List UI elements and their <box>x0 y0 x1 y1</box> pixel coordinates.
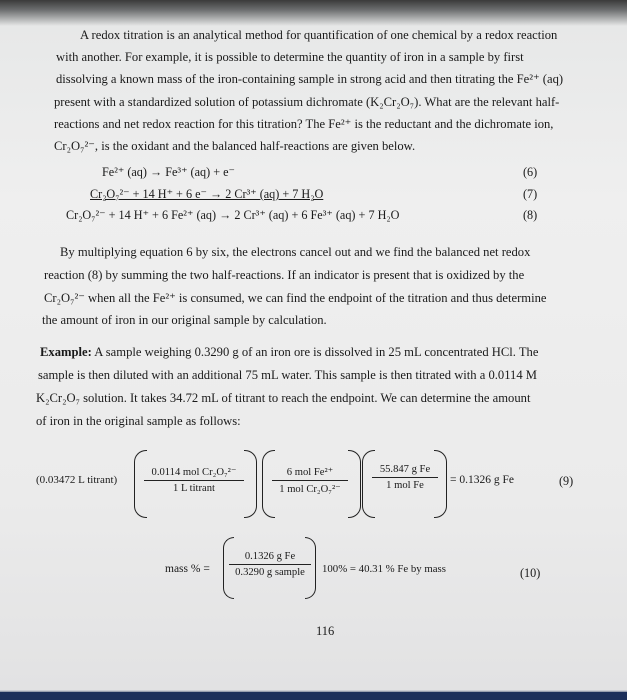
calc10-denominator: 0.3290 g sample <box>235 567 305 578</box>
calc9-f2-denominator: 1 mol Cr₂O₇²⁻ <box>279 484 341 495</box>
calc10-result: 100% = 40.31 % Fe by mass <box>322 563 446 575</box>
para2-line-1: By multiplying equation 6 by six, the electrons cancel out and we find the balanced net redox <box>60 245 531 259</box>
intro-line-5: reactions and net redox reaction for this titration? The Fe²⁺ is the reductant and the dichromate ion, <box>54 117 554 131</box>
calc9-f3-numerator: 55.847 g Fe <box>372 464 438 478</box>
calc9-paren-right-3 <box>434 450 447 518</box>
calc9-paren-right-2 <box>348 450 361 518</box>
equation-6-number: (6) <box>523 165 538 179</box>
intro-line-1: A redox titration is an analytical method for quantification of one chemical by a redox reaction <box>80 28 558 42</box>
para2-line-4: the amount of iron in our original sample by calculation. <box>42 313 327 327</box>
example-label: Example: <box>40 345 92 359</box>
calc9-fraction-2 <box>272 466 348 495</box>
calc9-f1-denominator: 1 L titrant <box>173 483 215 494</box>
intro-line-6: Cr₂O₇²⁻, is the oxidant and the balanced half-reactions are given below. <box>54 139 416 153</box>
equation-6: Fe²⁺ (aq) → Fe³⁺ (aq) + e⁻ <box>102 165 235 179</box>
example-text-1: A sample weighing 0.3290 g of an iron ore is dissolved in 25 mL concentrated HCl. The <box>91 345 539 359</box>
calc10-equation-number: (10) <box>520 566 541 580</box>
calc9-f3-denominator: 1 mol Fe <box>386 480 424 491</box>
calc9-fraction-1 <box>144 466 244 494</box>
page-number: 116 <box>316 624 335 638</box>
calc9-f1-numerator: 0.0114 mol Cr₂O₇²⁻ <box>144 466 244 481</box>
intro-line-2: with another. For example, it is possible to determine the quantity of iron in a sample by first <box>56 50 524 64</box>
example-line-3: K₂Cr₂O₇ solution. It takes 34.72 mL of titrant to reach the endpoint. We can determine the amount <box>36 391 531 405</box>
equation-8: Cr₂O₇²⁻ + 14 H⁺ + 6 Fe²⁺ (aq) → 2 Cr³⁺ (aq) + 6 Fe³⁺ (aq) + 7 H₂O <box>66 208 400 222</box>
equation-7-number: (7) <box>523 187 538 201</box>
calc9-lead: (0.03472 L titrant) <box>36 474 118 486</box>
example-line-4: of iron in the original sample as follows: <box>36 414 241 428</box>
calc9-result: = 0.1326 g Fe <box>450 474 514 486</box>
calc10-paren-right <box>305 537 316 599</box>
calc9-fraction-3 <box>372 464 438 491</box>
intro-line-3: dissolving a known mass of the iron-containing sample in strong acid and then titrating the Fe²⁺ (aq) <box>56 72 564 86</box>
calc9-paren-right-1 <box>244 450 257 518</box>
calc9-equation-number: (9) <box>559 474 574 488</box>
example-line-2: sample is then diluted with an additional 75 mL water. This sample is then titrated with a 0.0114 M <box>38 368 538 382</box>
calc9-f2-numerator: 6 mol Fe²⁺ <box>272 466 348 481</box>
para2-line-2: reaction (8) by summing the two half-reactions. If an indicator is present that is oxidized by the <box>44 268 525 282</box>
calc10-fraction <box>229 551 311 578</box>
calc10-lead: mass % = <box>165 563 210 575</box>
page-edge-shadow <box>0 692 627 700</box>
intro-line-4: present with a standardized solution of potassium dichromate (K₂Cr₂O₇). What are the relevant half- <box>54 95 560 109</box>
para2-line-3: Cr₂O₇²⁻ when all the Fe²⁺ is consumed, we can find the endpoint of the titration and thus determine <box>44 291 547 305</box>
equation-7: Cr₂O₇²⁻ + 14 H⁺ + 6 e⁻ → 2 Cr³⁺ (aq) + 7 H₂O <box>90 187 324 201</box>
example-line-1 <box>40 345 538 360</box>
equation-8-number: (8) <box>523 208 538 222</box>
calc10-numerator: 0.1326 g Fe <box>229 551 311 565</box>
